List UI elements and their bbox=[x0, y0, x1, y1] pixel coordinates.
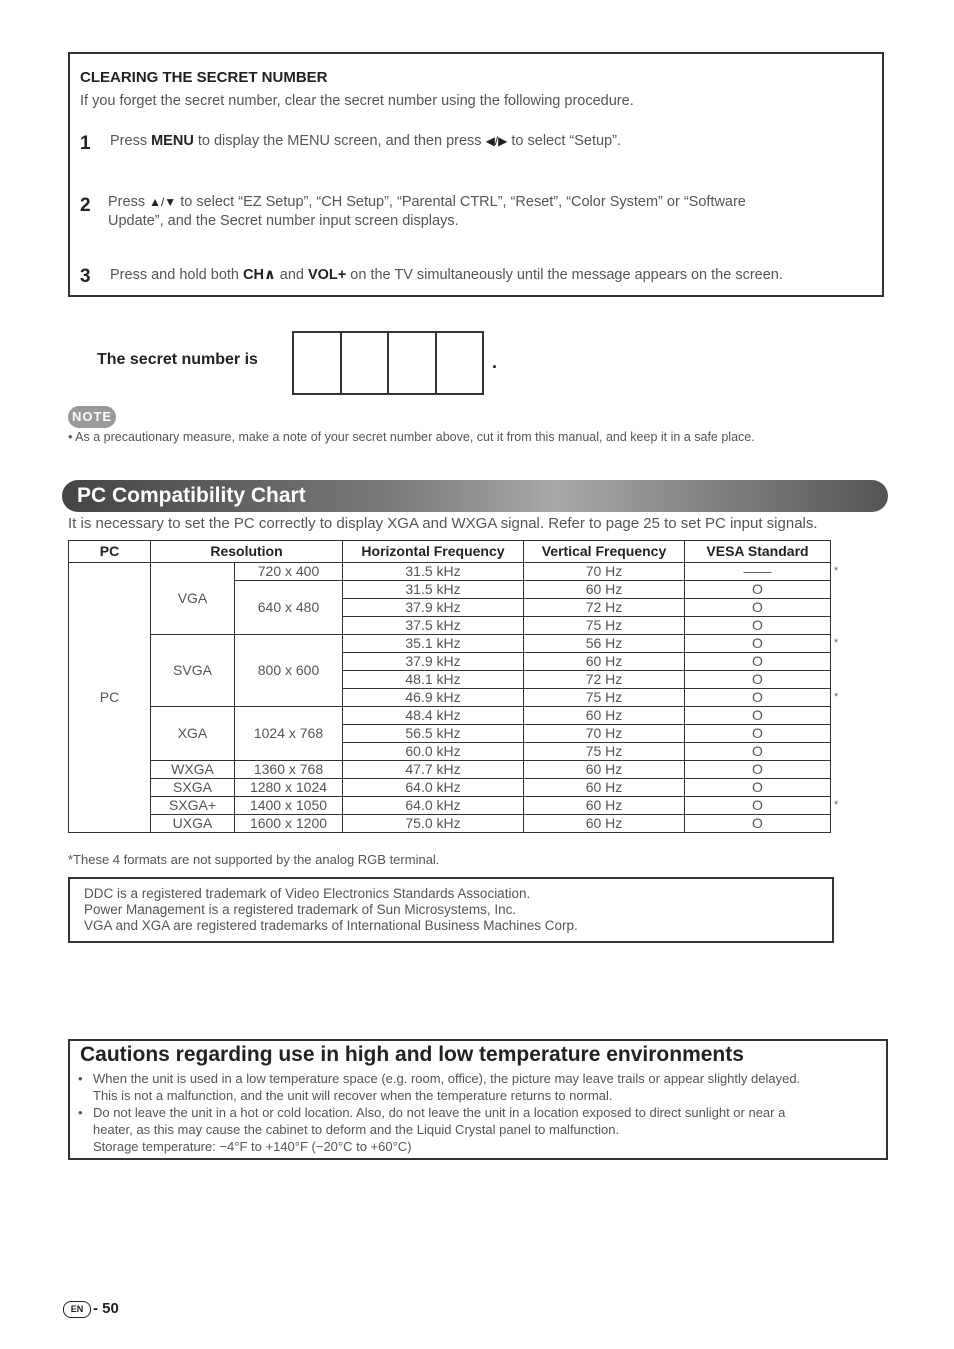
list-item: • When the unit is used in a low temperature space (e.g. room, office), the picture may leave trails or appear slightly delayed. This is not a malfunction, and the unit will recover when the temperature returns to normal. bbox=[78, 1070, 878, 1104]
step-1-text: Press MENU to display the MENU screen, and then press ◀/▶ to select “Setup”. bbox=[110, 133, 621, 149]
pc-chart-header-bar bbox=[62, 480, 888, 512]
trademark-line: Power Management is a registered trademark of Sun Microsystems, Inc. bbox=[84, 902, 517, 917]
table-header-row bbox=[69, 541, 845, 563]
note-text: • As a precautionary measure, make a note of your secret number above, cut it from this manual, and keep it in a safe place. bbox=[68, 430, 755, 444]
clearing-secret-number-box bbox=[68, 52, 884, 297]
table-row: XGA 1024 x 768 48.4 kHz 60 Hz O bbox=[69, 707, 845, 725]
cautions-title: Cautions regarding use in high and low temperature environments bbox=[80, 1043, 744, 1066]
col-header-vesa-standard: VESA Standard bbox=[685, 541, 831, 563]
table-footnote: *These 4 formats are not supported by the analog RGB terminal. bbox=[68, 852, 440, 867]
list-item: • Do not leave the unit in a hot or cold location. Also, do not leave the unit in a location exposed to direct sunlight or near a heater, as this may cause the cabinet to deform and the Liquid Crystal panel to malfunction. Storage temperature: −4°F to +140°F (−20°C to +60°C) bbox=[78, 1104, 878, 1155]
language-badge: EN bbox=[63, 1301, 91, 1318]
secret-digit-box bbox=[437, 333, 483, 393]
col-header-horizontal-frequency: Horizontal Frequency bbox=[343, 541, 524, 563]
table-row: 60.0 kHz 75 Hz O bbox=[69, 743, 845, 761]
pc-chart-title: PC Compatibility Chart bbox=[77, 484, 306, 507]
table-row: 46.9 kHz 75 Hz O * bbox=[69, 689, 845, 707]
clearing-intro: If you forget the secret number, clear the secret number using the following procedure. bbox=[80, 93, 634, 109]
secret-digit-box bbox=[294, 333, 342, 393]
table-row: SXGA 1280 x 1024 64.0 kHz 60 Hz O bbox=[69, 779, 845, 797]
col-header-vertical-frequency: Vertical Frequency bbox=[524, 541, 685, 563]
table-row: SXGA+ 1400 x 1050 64.0 kHz 60 Hz O * bbox=[69, 797, 845, 815]
secret-period: . bbox=[492, 352, 498, 372]
trademark-box bbox=[68, 877, 834, 943]
mode-cell: XGA bbox=[151, 707, 235, 761]
secret-number-label: The secret number is bbox=[97, 351, 258, 368]
table-row: 56.5 kHz 70 Hz O bbox=[69, 725, 845, 743]
table-row: 37.9 kHz 72 Hz O bbox=[69, 599, 845, 617]
col-header-resolution: Resolution bbox=[151, 541, 343, 563]
table-row: PC VGA 720 x 400 31.5 kHz 70 Hz —— * bbox=[69, 563, 845, 581]
table-row: SVGA 800 x 600 35.1 kHz 56 Hz O * bbox=[69, 635, 845, 653]
table-row: 48.1 kHz 72 Hz O bbox=[69, 671, 845, 689]
step-2-number: 2 bbox=[80, 195, 91, 216]
step-3-text: Press and hold both CH∧ and VOL+ on the TV simultaneously until the message appears on the screen. bbox=[110, 267, 783, 283]
mode-cell: SVGA bbox=[151, 635, 235, 707]
pc-group-cell: PC bbox=[69, 563, 151, 833]
pc-compatibility-table bbox=[68, 540, 845, 833]
pc-chart-intro: It is necessary to set the PC correctly to display XGA and WXGA signal. Refer to page 25 to set PC input signals. bbox=[68, 515, 818, 532]
secret-number-boxes bbox=[292, 331, 484, 395]
trademark-line: DDC is a registered trademark of Video Electronics Standards Association. bbox=[84, 886, 531, 901]
table-row: UXGA 1600 x 1200 75.0 kHz 60 Hz O bbox=[69, 815, 845, 833]
table-row: WXGA 1360 x 768 47.7 kHz 60 Hz O bbox=[69, 761, 845, 779]
step-1-number: 1 bbox=[80, 133, 91, 154]
step-2-text: Press ▲/▼ to select “EZ Setup”, “CH Setup”, “Parental CTRL”, “Reset”, “Color System” or “Software Update”, and the Secret number input screen displays. bbox=[108, 194, 746, 229]
table-row: 37.9 kHz 60 Hz O bbox=[69, 653, 845, 671]
mode-cell: VGA bbox=[151, 563, 235, 635]
note-badge: NOTE bbox=[68, 406, 116, 428]
clearing-title: CLEARING THE SECRET NUMBER bbox=[80, 69, 328, 86]
col-header-pc: PC bbox=[69, 541, 151, 563]
secret-digit-box bbox=[389, 333, 437, 393]
table-row: 640 x 480 31.5 kHz 60 Hz O bbox=[69, 581, 845, 599]
cautions-list bbox=[78, 1070, 878, 1155]
trademark-line: VGA and XGA are registered trademarks of International Business Machines Corp. bbox=[84, 918, 578, 933]
step-3-number: 3 bbox=[80, 266, 91, 287]
page-number: EN - 50 bbox=[63, 1300, 119, 1318]
table-row: 37.5 kHz 75 Hz O bbox=[69, 617, 845, 635]
secret-digit-box bbox=[342, 333, 390, 393]
